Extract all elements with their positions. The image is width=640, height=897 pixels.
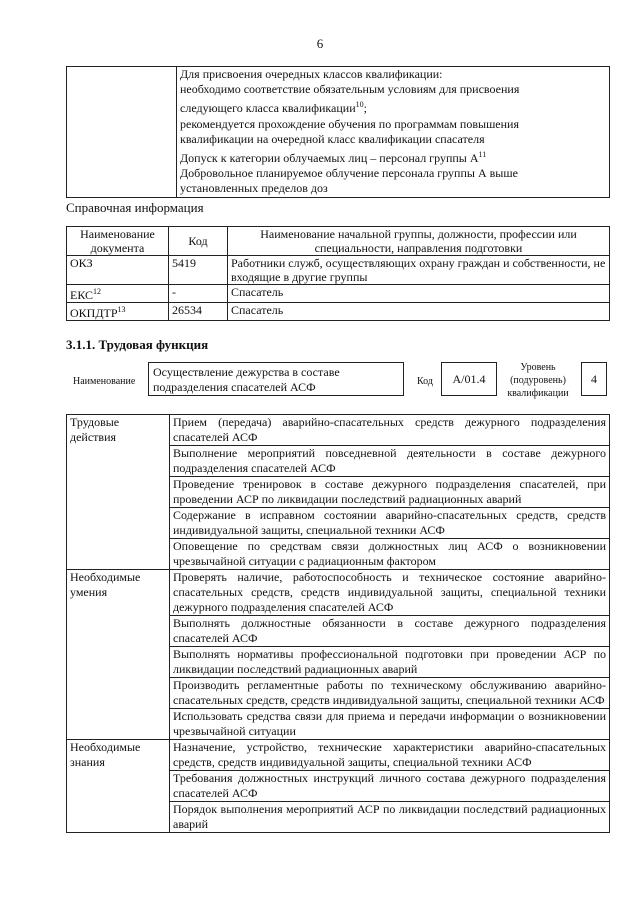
action-item: Проведение тренировок в составе дежурного подразделения спасателей, при проведении АСР по ликвидации последствий радиационных аварий — [170, 477, 610, 508]
action-item: Выполнение мероприятий повседневной деятельности в составе дежурного подразделения спасателей АСФ — [170, 446, 610, 477]
skill-item: Производить регламентные работы по техническому обслуживанию аварийно-спасательных средств, средств индивидуальной защиты, специальной техники АСФ — [170, 678, 610, 709]
reference-table — [66, 226, 610, 321]
skill-item: Выполнять должностные обязанности в составе дежурного подразделения спасателей АСФ — [170, 616, 610, 647]
ref-header-name: Наименование начальной группы, должности, профессии или специальности, направления подготовки — [228, 227, 610, 256]
ref-doc: ОКПДТР$^{13}$ — [67, 303, 169, 321]
page-number: 6 — [316, 36, 324, 51]
footnote-ref: 13 — [117, 305, 126, 314]
condition-line: квалификации на очередной класс квалификации спасателя — [180, 131, 485, 146]
action-item: Содержание в исправном состоянии аварийно-спасательных средств, средств индивидуальной защиты, специальной техники АСФ — [170, 508, 610, 539]
ref-header-code: Код — [169, 227, 228, 256]
footnote-ref: 12 — [93, 287, 102, 296]
skill-item: Использовать средства связи для приема и передачи информации о возникновении чрезвычайной ситуации — [170, 709, 610, 740]
condition-line: Добровольное планируемое облучение персонала группы А выше — [180, 166, 518, 181]
table-row — [67, 303, 610, 321]
condition-line: следующего класса квалификации$^{10}$; — [180, 100, 367, 116]
name-label: Наименование — [73, 376, 136, 387]
actions-label: Трудовые действия — [67, 415, 170, 570]
ref-doc: ЕКС$^{12}$ — [67, 285, 169, 303]
condition-line: необходимо соответствие обязательным условиям для присвоения — [180, 82, 520, 97]
reference-title: Справочная информация — [66, 200, 204, 215]
qualification-conditions-table — [66, 66, 610, 198]
knowledge-label: Необходимые знания — [67, 740, 170, 833]
ref-name: Спасатель — [228, 303, 610, 321]
empty-label-cell — [67, 67, 177, 198]
ref-code: 5419 — [169, 256, 228, 285]
level-label: Уровень (подуровень) квалификации — [507, 362, 569, 399]
knowledge-item: Требования должностных инструкций личного состава дежурного подразделения спасателей АСФ — [170, 771, 610, 802]
ref-name: Работники служб, осуществляющих охрану граждан и собственности, не входящие в другие группы — [228, 256, 610, 285]
ref-name: Спасатель — [228, 285, 610, 303]
function-name: Осуществление дежурства в составе подразделения спасателей АСФ — [148, 362, 404, 396]
ref-code: 26534 — [169, 303, 228, 321]
ref-header-doc: Наименование документа — [67, 227, 169, 256]
knowledge-item: Порядок выполнения мероприятий АСР по ликвидации последствий радиационных аварий — [170, 802, 610, 833]
function-code: А/01.4 — [441, 362, 497, 396]
condition-line: рекомендуется прохождение обучения по программам повышения — [180, 116, 519, 131]
function-title: 3.1.1. Трудовая функция — [66, 337, 209, 352]
labor-function-table — [66, 414, 610, 833]
skill-item: Проверять наличие, работоспособность и техническое состояние аварийно-спасательных средств, средств индивидуальной защиты, специальной техники дежурного подразделения спасателей АСФ — [170, 570, 610, 616]
condition-line: установленных пределов доз — [180, 181, 328, 196]
skill-item: Выполнять нормативы профессиональной подготовки при проведении АСР по ликвидации последствий радиационных аварий — [170, 647, 610, 678]
code-label: Код — [417, 376, 433, 387]
table-row — [67, 256, 610, 285]
action-item: Оповещение по средствам связи должностных лиц АСФ о возникновении чрезвычайной ситуации с радиационным фактором — [170, 539, 610, 570]
conditions-cell — [177, 67, 610, 198]
ref-doc: ОКЗ — [67, 256, 169, 285]
condition-line: Допуск к категории облучаемых лиц – персонал группы $А^{11}$ — [180, 150, 487, 166]
ref-code: - — [169, 285, 228, 303]
footnote-ref: 10 — [355, 100, 364, 110]
footnote-ref: 11 — [478, 150, 487, 160]
knowledge-item: Назначение, устройство, технические характеристики аварийно-спасательных средств, средств индивидуальной защиты, специальной техники АСФ — [170, 740, 610, 771]
skills-label: Необходимые умения — [67, 570, 170, 740]
table-row — [67, 285, 610, 303]
action-item: Прием (передача) аварийно-спасательных средств дежурного подразделения спасателей АСФ — [170, 415, 610, 446]
function-level: 4 — [581, 362, 607, 396]
condition-line: Для присвоения очередных классов квалификации: — [180, 67, 443, 81]
